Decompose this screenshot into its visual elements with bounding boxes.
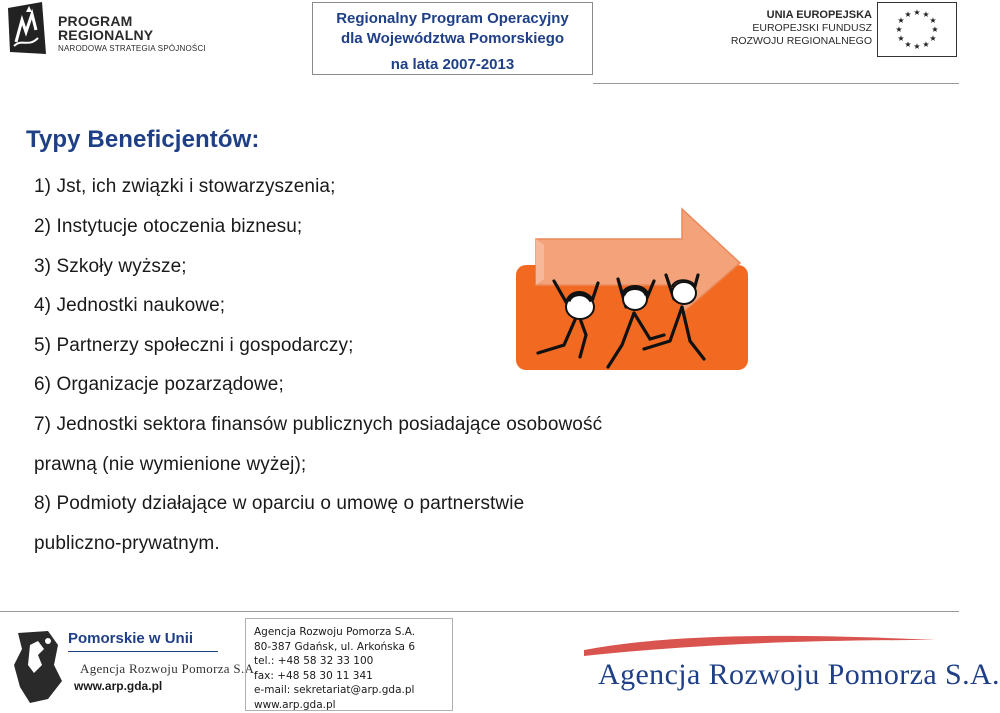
list-item: 4) Jednostki naukowe; xyxy=(34,295,226,316)
svg-text:★: ★ xyxy=(931,25,939,34)
contact-address: 80-387 Gdańsk, ul. Arkońska 6 xyxy=(254,640,415,653)
logo-rule xyxy=(68,651,218,652)
griffin-emblem-icon xyxy=(8,625,66,705)
contact-company: Agencja Rozwoju Pomorza S.A. xyxy=(254,626,416,638)
svg-text:★: ★ xyxy=(904,10,912,19)
list-item: 6) Organizacje pozarządowe; xyxy=(34,374,284,395)
list-item: 5) Partnerzy społeczni i gospodarczy; xyxy=(34,335,354,356)
contact-fax: fax: +48 58 30 11 341 xyxy=(254,669,373,682)
list-item: 3) Szkoły wyższe; xyxy=(34,256,187,277)
list-item-continuation: publiczno-prywatnym. xyxy=(34,533,220,554)
list-item-continuation: prawną (nie wymienione wyżej); xyxy=(34,454,307,475)
eu-line1: UNIA EUROPEJSKA xyxy=(766,9,872,21)
rpo-line3: na lata 2007-2013 xyxy=(390,56,515,73)
agency-name-small: Agencja Rozwoju Pomorza S.A. xyxy=(80,661,258,676)
svg-text:★: ★ xyxy=(895,25,903,34)
rpo-line1: Regionalny Program Operacyjny xyxy=(336,10,569,27)
rpo-header-box xyxy=(312,2,593,75)
header-divider xyxy=(593,83,959,84)
www-link-left[interactable]: www.arp.gda.pl xyxy=(74,679,163,693)
eu-line3: ROZWOJU REGIONALNEGO xyxy=(730,35,872,47)
list-item: 1) Jst, ich związki i stowarzyszenia; xyxy=(34,176,336,197)
svg-text:★: ★ xyxy=(913,8,921,17)
svg-text:★: ★ xyxy=(897,16,905,25)
list-item: 2) Instytucje otoczenia biznesu; xyxy=(34,216,303,237)
svg-text:★: ★ xyxy=(913,42,921,51)
program-regionalny-logo xyxy=(6,2,206,58)
contact-phone: tel.: +48 58 32 33 100 xyxy=(254,655,374,668)
pomorskie-w-unii-text: Pomorskie w Unii xyxy=(68,630,194,647)
page-title: Typy Beneficjentów: xyxy=(26,126,260,153)
eu-line2: EUROPEJSKI FUNDUSZ xyxy=(752,22,872,34)
svg-text:★: ★ xyxy=(929,34,937,43)
list-item: 7) Jednostki sektora finansów publicznych posiadające osobowość xyxy=(34,414,603,435)
eu-flag-icon xyxy=(877,2,957,57)
svg-text:★: ★ xyxy=(922,40,930,49)
program-logo-line3: NARODOWA STRATEGIA SPÓJNOŚCI xyxy=(58,44,206,53)
svg-text:★: ★ xyxy=(897,34,905,43)
program-regionalny-mark-icon xyxy=(6,2,52,56)
contact-email[interactable]: e-mail: sekretariat@arp.gda.pl xyxy=(254,684,415,697)
rpo-line2: dla Województwa Pomorskiego xyxy=(340,30,565,47)
program-logo-line1: PROGRAM xyxy=(58,13,133,29)
list-item: 8) Podmioty działające w oparciu o umowę o partnerstwie xyxy=(34,493,525,514)
footer-divider xyxy=(0,611,959,612)
contact-box xyxy=(245,618,453,711)
arp-logo-text: Agencja Rozwoju Pomorza S.A. xyxy=(598,658,1000,691)
contact-www[interactable]: www.arp.gda.pl xyxy=(254,698,336,711)
people-carrying-arrow-icon xyxy=(514,195,752,380)
svg-text:★: ★ xyxy=(922,10,930,19)
eu-fund-text xyxy=(720,9,872,48)
svg-text:★: ★ xyxy=(904,40,912,49)
program-logo-line2: REGIONALNY xyxy=(58,27,154,43)
pomorskie-w-unii-logo xyxy=(0,615,258,711)
svg-text:★: ★ xyxy=(929,16,937,25)
